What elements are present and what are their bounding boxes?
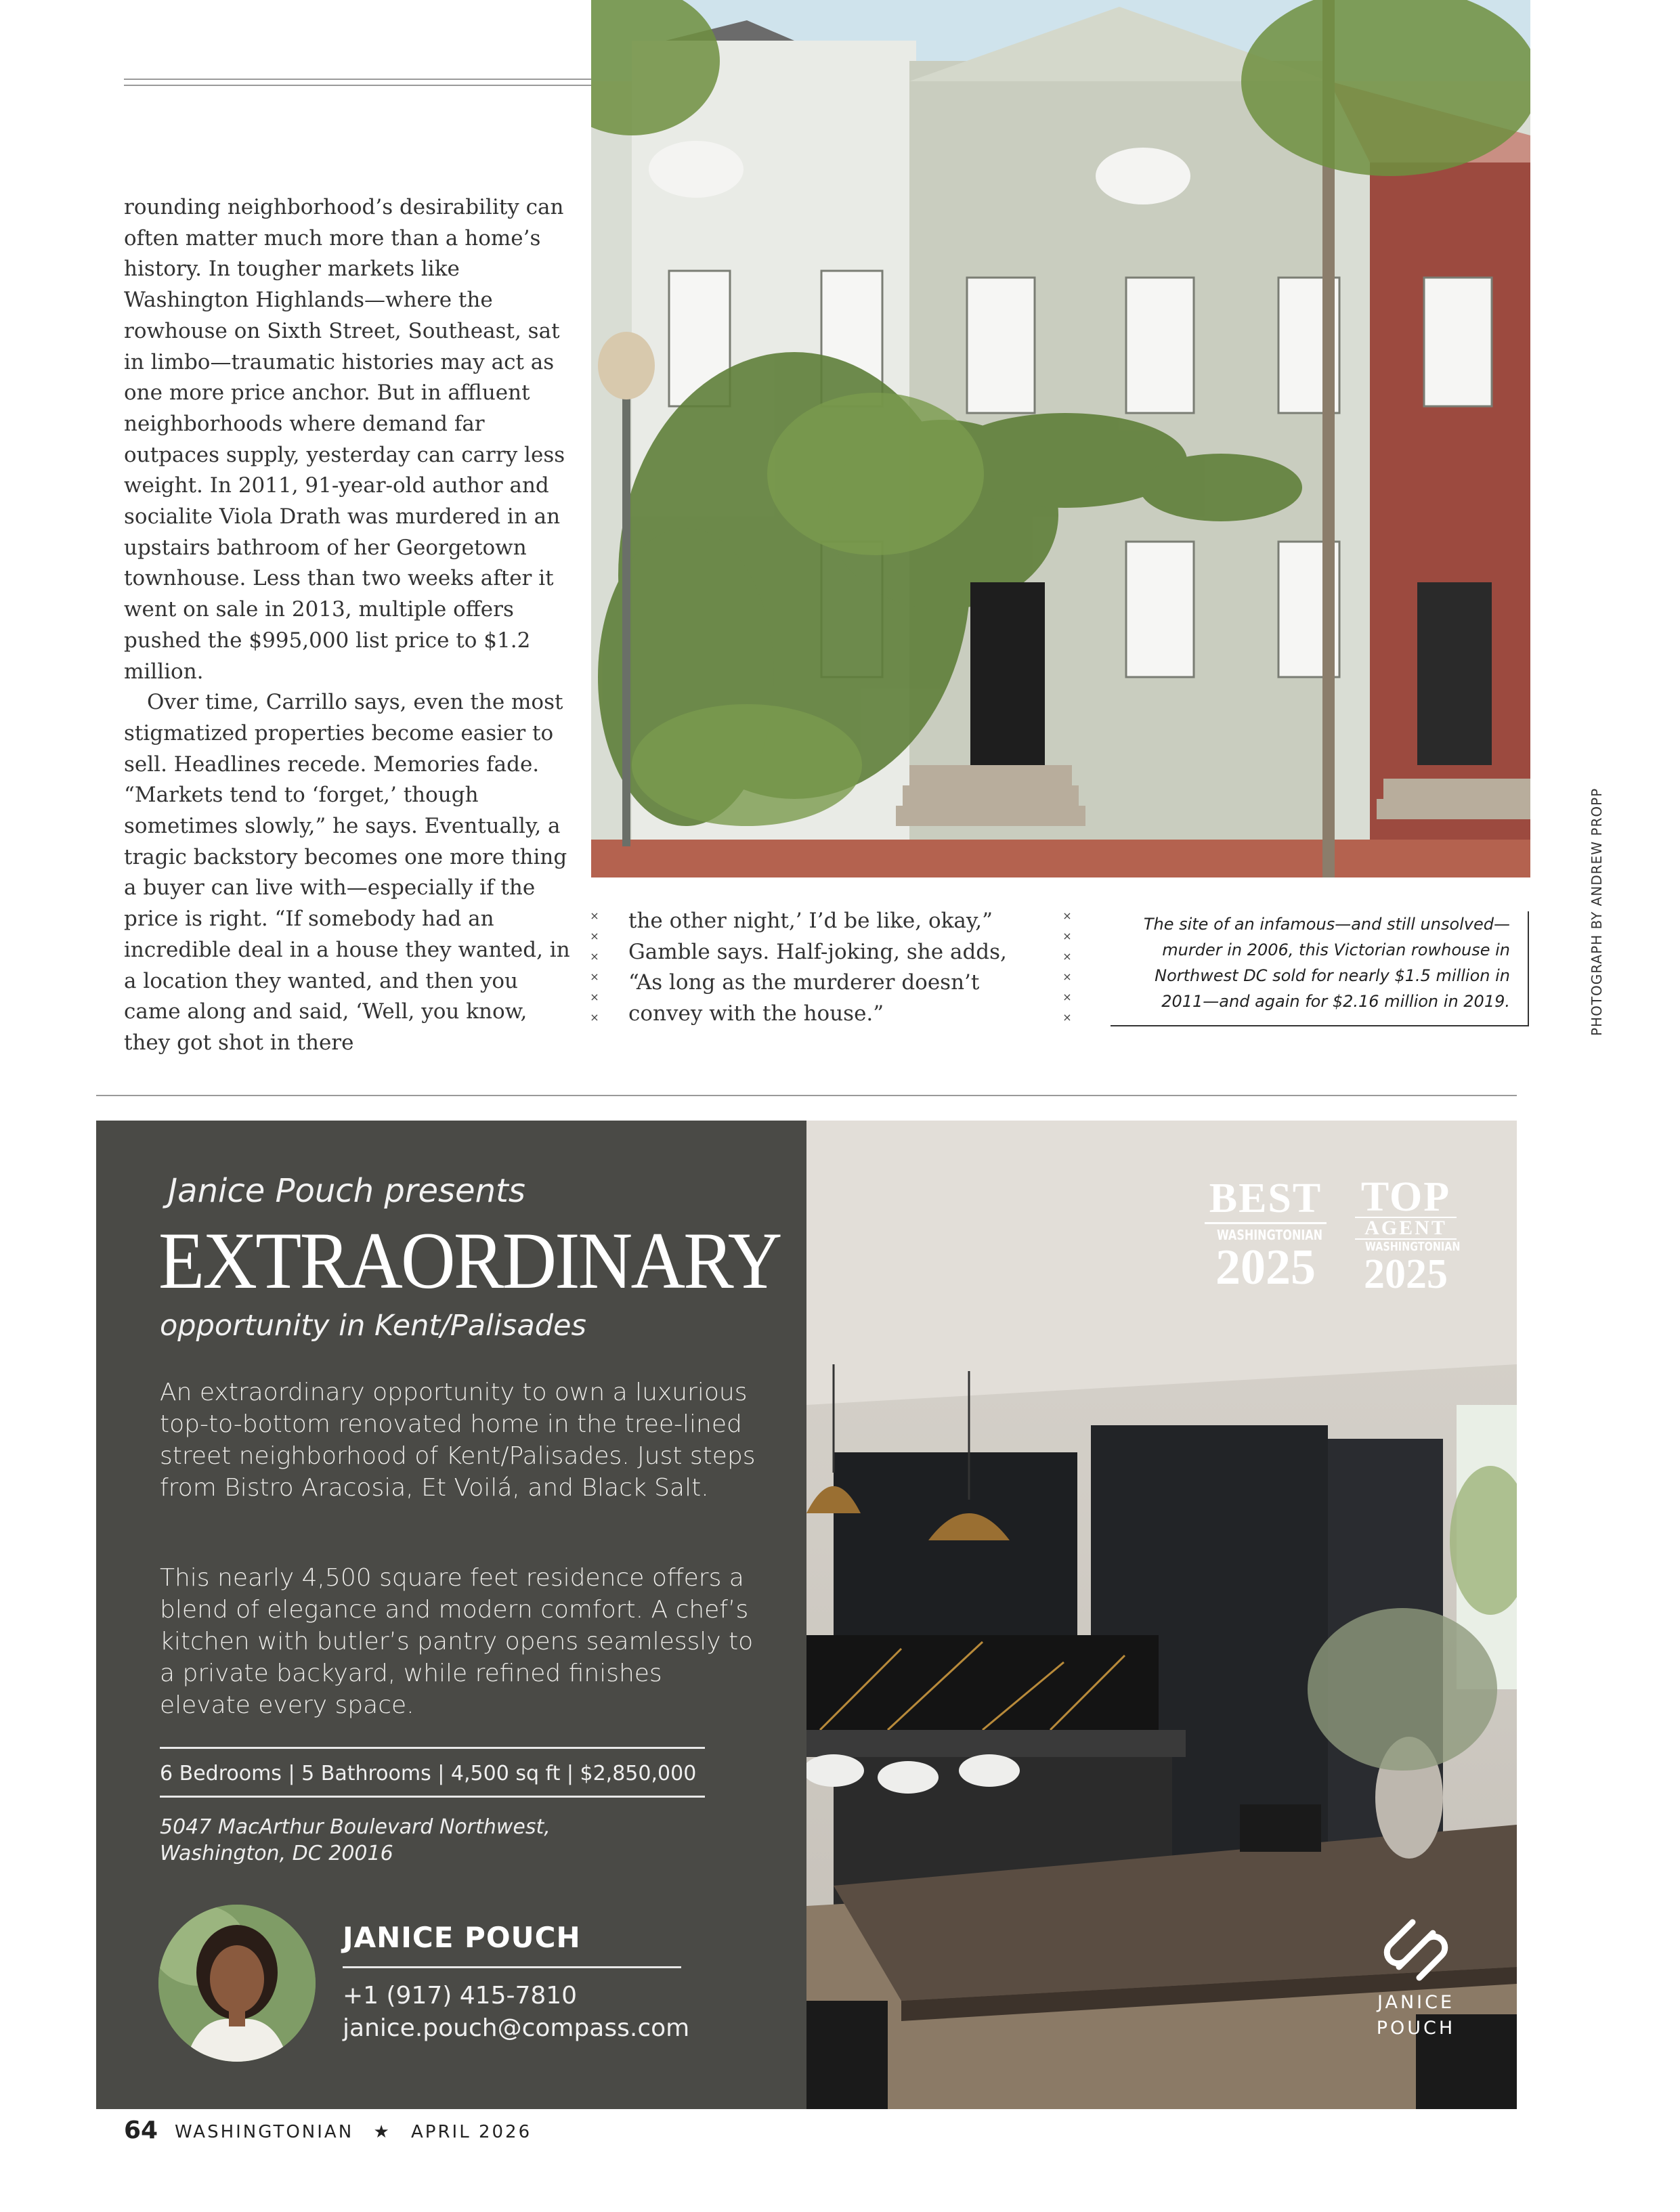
ad-text-panel <box>96 1121 806 2109</box>
separator-glyph: × <box>1062 930 1072 942</box>
separator-glyph: × <box>1062 970 1072 983</box>
award-top-agent-badge <box>1355 1174 1461 1297</box>
separator-glyph: × <box>1062 991 1072 1003</box>
separator-glyph: × <box>590 950 599 963</box>
award-top-agent-label: AGENT <box>1355 1217 1457 1240</box>
ad-kitchen-photo <box>806 1121 1517 2109</box>
agent-portrait <box>158 1905 316 2062</box>
footer-issue: APRIL 2026 <box>411 2122 532 2142</box>
award-top-publication: WASHINGTONIAN <box>1365 1240 1461 1254</box>
article-paragraph: the other night,’ I’d be like, okay,” Gamble says. Half-joking, she adds, “As long as the murderer doesn’t convey with the house.” <box>628 909 1007 1026</box>
photo-caption: The site of an infamous—and still unsolved—murder in 2006, this Victorian rowhouse in Northwest DC sold for nearly $1.5 million in 2011—and again for $2.16 million in 2019. <box>1143 915 1510 1011</box>
separator-column-2 <box>1060 906 1074 1028</box>
agent-name: JANICE POUCH <box>343 1921 581 1954</box>
paperclip-logo-icon <box>1372 1913 1460 1987</box>
agent-name-rule <box>343 1966 681 1968</box>
townhouse-photo <box>591 0 1530 877</box>
townhouse-illustration <box>591 0 1530 877</box>
caption-rule-vertical <box>1528 911 1529 1026</box>
separator-glyph: × <box>590 970 599 983</box>
separator-glyph: × <box>590 909 599 922</box>
award-best-rule <box>1205 1222 1327 1224</box>
award-best-year: 2025 <box>1215 1240 1316 1295</box>
agent-logo-line-1: JANICE <box>1377 1992 1455 2013</box>
ad-address-line-2: Washington, DC 20016 <box>160 1842 393 1865</box>
separator-glyph: × <box>590 991 599 1003</box>
article-paragraph: Over time, Carrillo says, even the most stigmatized properties become easier to sell. Headlines recede. Memories fade. “Markets tend to ‘forget,’ though sometimes slowly,” he says. Eventually, a tragic backstory becomes one more thing a buyer can live with—especially if the price is right. “If somebody had an incredible deal in a house they wanted, in a location they wanted, and then you came along and said, ‘Well, you know, they got shot in there <box>124 690 570 1055</box>
footer-publication <box>175 2122 532 2142</box>
section-divider <box>96 1095 1517 1096</box>
caption-rule-horizontal <box>1111 1025 1529 1026</box>
ad-subheadline: opportunity in Kent/Palisades <box>160 1309 586 1343</box>
separator-glyph: × <box>590 1011 599 1024</box>
separator-glyph: × <box>1062 1011 1072 1024</box>
ad-headline: EXTRAORDINARY <box>158 1215 781 1305</box>
agent-logo-line-2: POUCH <box>1376 2018 1456 2039</box>
footer-star-icon: ★ <box>373 2122 391 2142</box>
top-rule-1 <box>124 79 591 80</box>
separator-glyph: × <box>1062 950 1072 963</box>
top-rule-2 <box>124 85 591 86</box>
ad-address <box>160 1814 634 1867</box>
award-top-year: 2025 <box>1364 1251 1448 1297</box>
article-column-1 <box>124 192 571 1059</box>
agent-phone[interactable]: +1 (917) 415-7810 <box>343 1982 578 2010</box>
ad-specs-rule-top <box>160 1747 705 1749</box>
ad-specs: 6 Bedrooms | 5 Bathrooms | 4,500 sq ft | $2,850,000 <box>160 1762 697 1785</box>
ad-body-paragraph-2: This nearly 4,500 square feet residence offers a blend of elegance and modern comfort. A chef’s kitchen with butler’s pantry opens seamlessly to a private backyard, while refined finishes elevate every space. <box>160 1564 754 1719</box>
separator-glyph: × <box>1062 909 1072 922</box>
footer-magazine: WASHINGTONIAN <box>175 2122 354 2142</box>
ad-presents: Janice Pouch presents <box>168 1172 525 1210</box>
award-top-title: TOP <box>1360 1174 1451 1220</box>
agent-avatar <box>158 1905 316 2062</box>
photo-credit-text: PHOTOGRAPH BY ANDREW PROPP <box>1589 787 1605 1036</box>
article-column-2 <box>628 906 1035 1030</box>
ad-address-line-1: 5047 MacArthur Boulevard Northwest, <box>160 1815 551 1839</box>
separator-column-1 <box>588 906 601 1028</box>
award-best-badge <box>1205 1175 1327 1295</box>
separator-glyph: × <box>590 930 599 942</box>
article-paragraph: rounding neighborhood’s desirability can often matter much more than a home’s history. In tougher markets like Washington Highlands—where the rowhouse on Sixth Street, Southeast, sat in limbo—traumatic histories may act as one more price anchor. But in affluent neighborhoods where demand far outpaces supply, yesterday can carry less weight. In 2011, 91-year-old author and socialite Viola Drath was murdered in an upstairs bathroom of her Georgetown townhouse. Less than two weeks after it went on sale in 2013, multiple offers pushed the $995,000 list price to $1.2 million. <box>124 195 565 684</box>
award-best-publication: WASHINGTONIAN <box>1217 1227 1323 1243</box>
agent-email[interactable]: janice.pouch@compass.com <box>343 2014 690 2042</box>
ad-body-paragraph-1: An extraordinary opportunity to own a luxurious top-to-bottom renovated home in the tree-lined street neighborhood of Kent/Palisades. Just steps from Bistro Aracosia, Et Voilá, and Black Salt. <box>160 1379 756 1502</box>
agent-logo <box>1372 1913 1460 2041</box>
ad-specs-rule-bottom <box>160 1796 705 1798</box>
award-best-title: BEST <box>1209 1175 1322 1221</box>
page-number: 64 <box>124 2117 158 2144</box>
photo-credit <box>1589 779 1605 1036</box>
